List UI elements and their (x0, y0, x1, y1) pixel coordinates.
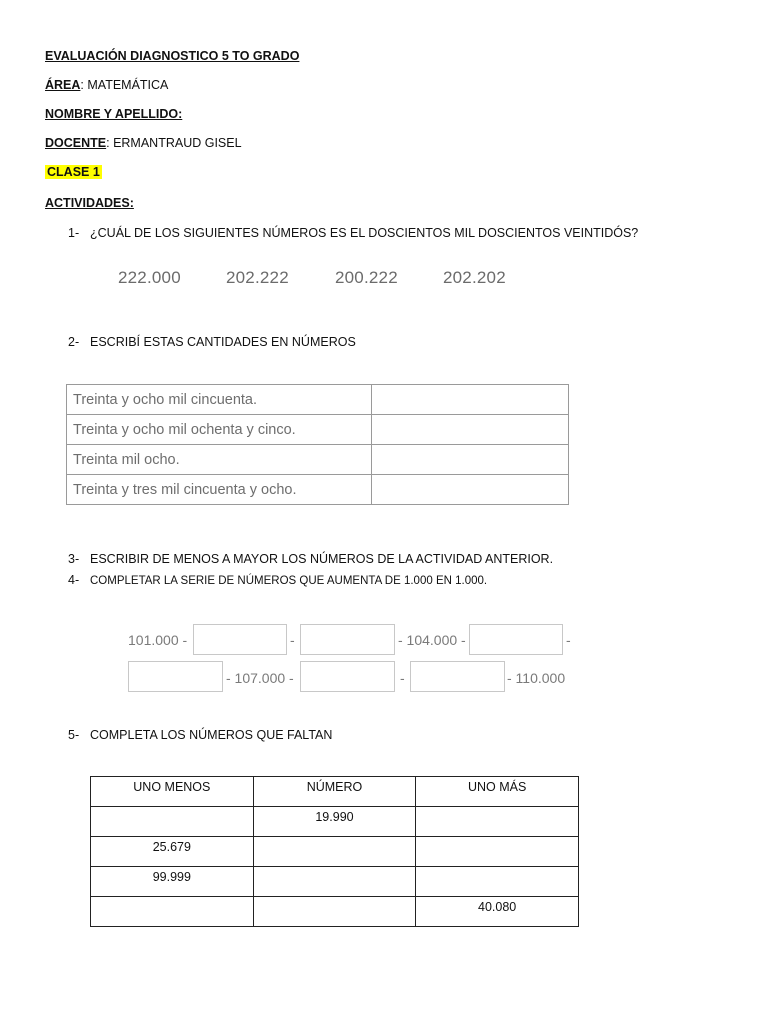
table-cell[interactable] (253, 897, 416, 927)
sequence-blank[interactable] (300, 624, 395, 655)
sequence-blank[interactable] (193, 624, 287, 655)
area-line (45, 78, 168, 92)
sequence-text-3: - 104.000 - (398, 632, 466, 648)
numbers-table (90, 776, 579, 927)
class-line (45, 165, 102, 179)
table-cell[interactable] (416, 867, 579, 897)
question-4-number: 4- (68, 573, 80, 587)
sequence-text-5: - 107.000 - (226, 670, 294, 686)
table-cell[interactable] (91, 807, 254, 837)
table-cell[interactable] (91, 897, 254, 927)
table-cell[interactable] (253, 837, 416, 867)
teacher-line (45, 136, 242, 150)
sequence-blank[interactable] (469, 624, 563, 655)
header-one-more: UNO MÁS (416, 777, 579, 807)
teacher-label: DOCENTE (45, 136, 107, 150)
table-header-row (91, 777, 579, 807)
class-label: CLASE 1 (47, 165, 100, 179)
header-number: NÚMERO (253, 777, 416, 807)
sequence-text-7: - 110.000 (507, 670, 566, 686)
question-2-number: 2- (68, 335, 80, 349)
table-cell[interactable] (416, 807, 579, 837)
answer-cell[interactable] (372, 475, 569, 505)
table-cell: 40.080 (416, 897, 579, 927)
question-1-number: 1- (68, 226, 80, 240)
sequence-text-2: - (290, 632, 295, 648)
table-row (91, 897, 579, 927)
option-3: 200.222 (335, 268, 398, 287)
sequence-blank[interactable] (128, 661, 223, 692)
question-5-text: COMPLETA LOS NÚMEROS QUE FALTAN (90, 728, 333, 742)
question-3-text: ESCRIBIR DE MENOS A MAYOR LOS NÚMEROS DE LA ACTIVIDAD ANTERIOR. (90, 552, 554, 566)
table-cell: 99.999 (91, 867, 254, 897)
activities-label: ACTIVIDADES: (45, 196, 134, 210)
words-table (66, 384, 569, 505)
question-2-text: ESCRIBÍ ESTAS CANTIDADES EN NÚMEROS (90, 335, 356, 349)
table-row (67, 445, 569, 475)
header-one-less: UNO MENOS (91, 777, 254, 807)
question-3-number: 3- (68, 552, 80, 566)
question-5 (68, 728, 332, 742)
words-cell: Treinta y tres mil cincuenta y ocho. (67, 475, 372, 505)
question-4 (68, 573, 487, 587)
sequence-blank[interactable] (300, 661, 395, 692)
table-row (67, 415, 569, 445)
option-4: 202.202 (443, 268, 506, 287)
area-label: ÁREA (45, 78, 81, 92)
question-3 (68, 552, 553, 566)
question-1-text: ¿CUÁL DE LOS SIGUIENTES NÚMEROS ES EL DOSCIENTOS MIL DOSCIENTOS VEINTIDÓS? (90, 226, 639, 240)
answer-cell[interactable] (372, 445, 569, 475)
sequence-blank[interactable] (410, 661, 505, 692)
sequence-text-1: 101.000 - (128, 632, 188, 648)
name-line (45, 107, 182, 121)
answer-cell[interactable] (372, 415, 569, 445)
table-row (91, 807, 579, 837)
question-4-text: COMPLETAR LA SERIE DE NÚMEROS QUE AUMENTA DE 1.000 EN 1.000. (90, 575, 488, 587)
question-5-number: 5- (68, 728, 80, 742)
option-1: 222.000 (118, 268, 181, 287)
table-cell: 19.990 (253, 807, 416, 837)
table-cell: 25.679 (91, 837, 254, 867)
name-label: NOMBRE Y APELLIDO: (45, 107, 183, 121)
title-text: EVALUACIÓN DIAGNOSTICO 5 TO GRADO (45, 49, 300, 63)
table-row (67, 385, 569, 415)
table-row (91, 837, 579, 867)
sequence-text-6: - (400, 670, 405, 686)
area-value: : MATEMÁTICA (80, 78, 169, 92)
teacher-value: : ERMANTRAUD GISEL (106, 136, 242, 150)
question-1 (68, 226, 638, 240)
question-2 (68, 335, 356, 349)
words-cell: Treinta mil ocho. (67, 445, 372, 475)
words-cell: Treinta y ocho mil cincuenta. (67, 385, 372, 415)
sequence-text-4: - (566, 632, 571, 648)
table-row (91, 867, 579, 897)
option-2: 202.222 (226, 268, 289, 287)
answer-cell[interactable] (372, 385, 569, 415)
page-title (45, 49, 299, 63)
words-cell: Treinta y ocho mil ochenta y cinco. (67, 415, 372, 445)
table-cell[interactable] (416, 837, 579, 867)
table-row (67, 475, 569, 505)
activities-line (45, 196, 134, 210)
table-cell[interactable] (253, 867, 416, 897)
